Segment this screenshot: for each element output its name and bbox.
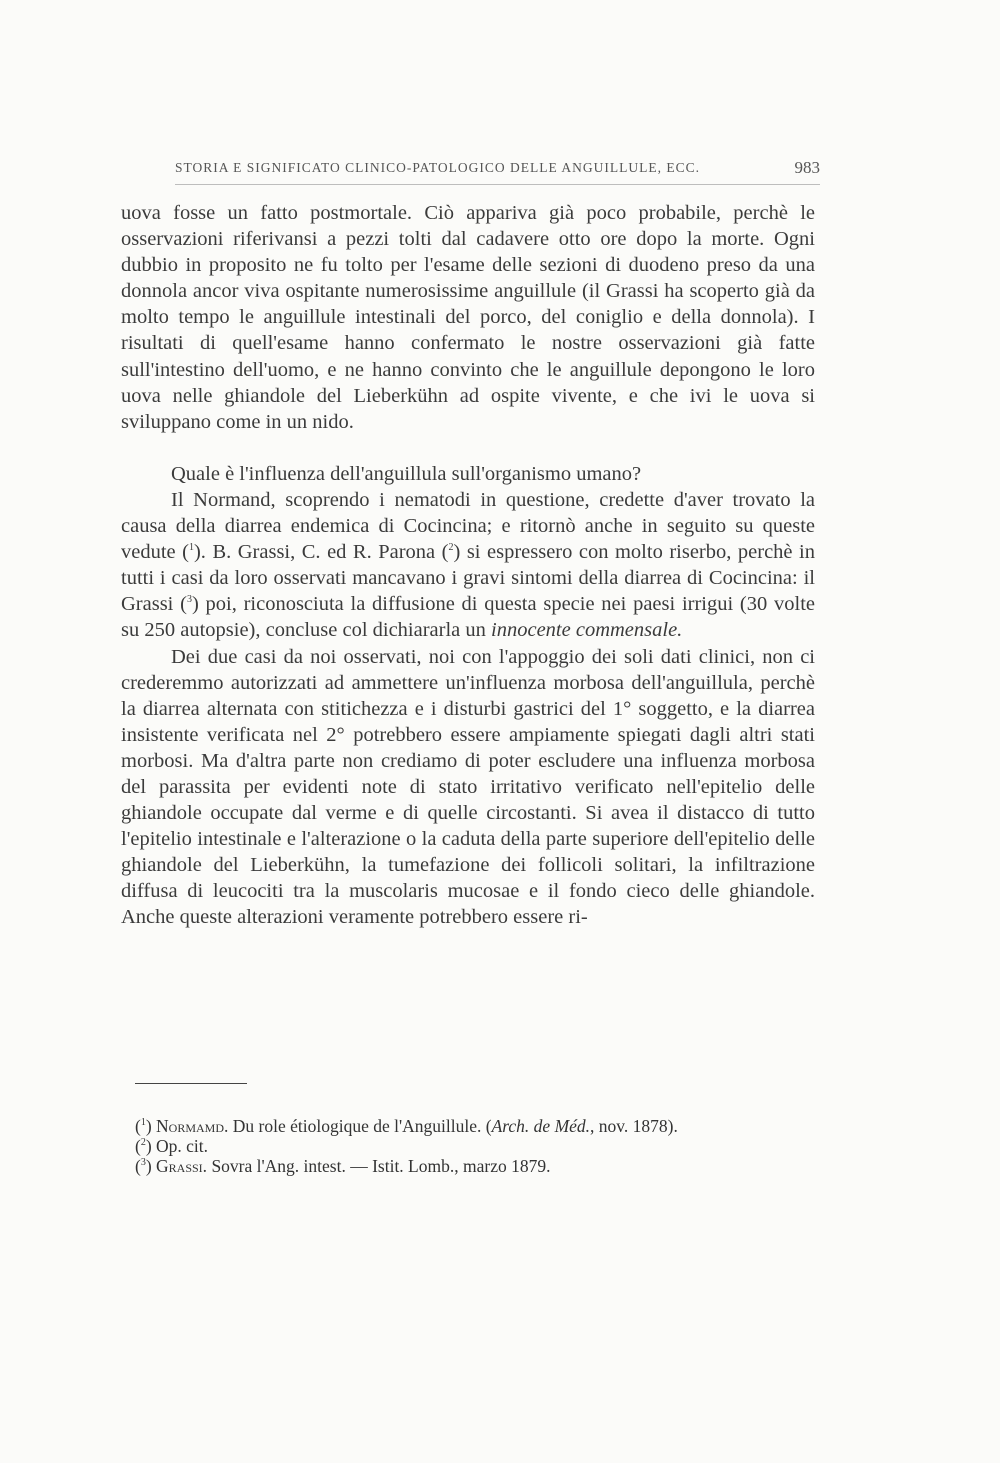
footnotes — [135, 1116, 825, 1176]
footnote-rule — [135, 1083, 247, 1084]
footnote-mark: 3 — [140, 1157, 146, 1169]
page-number: 983 — [794, 158, 820, 177]
running-head — [175, 158, 820, 180]
footnote-ref-3: 3 — [186, 594, 192, 606]
paragraph-3-text-b: ). B. Grassi, C. ed R. Parona ( — [193, 541, 449, 564]
footnote-1: ($^1$) Normamd. Du role étiologique de l'Anguillule. (Arch. de Méd., nov. 1878). — [135, 1116, 678, 1136]
paragraph-3-text-c: ) si espressero con molto riserbo, perchè in tutti i casi da loro osservati mancavano i gravi sintomi della diarrea di Cocincina: il Grassi ( — [121, 541, 815, 616]
footnote-3: ($^3$) Grassi. Sovra l'Ang. intest. — Istit. Lomb., marzo 1879. — [135, 1156, 551, 1176]
running-title: STORIA E SIGNIFICATO CLINICO-PATOLOGICO DELLE ANGUILLULE, ECC. — [175, 160, 701, 175]
body-text — [121, 200, 815, 931]
footnote-ref-2: 2 — [448, 542, 454, 554]
footnote-text: Op. cit. — [151, 1136, 209, 1156]
footnote-text: Sovra l'Ang. intest. — Istit. Lomb., marzo 1879. — [207, 1156, 551, 1176]
paragraph-1: uova fosse un fatto postmortale. Ciò appariva già poco probabile, perchè le osservazioni riferivansi a pezzi tolti dal cadavere otto ore dopo la morte. Ogni dubbio in proposito ne fu tolto per l'esame delle sezioni di duodeno preso da una donnola ancor viva ospitante numerosissime anguillule (il Grassi ha scoperto già da molto tempo le anguillule intestinali del porco, del coniglio e della donnola). I risultati di quell'esame hanno confermato le nostre osservazioni già fatte sull'intestino dell'uomo, e ne hanno convinto che le anguillule depongono le loro uova nelle ghiandole del Lieberkühn ad ospite vivente, e che ivi le uova si sviluppano come in un nido. — [121, 202, 815, 433]
footnote-mark: 1 — [140, 1117, 146, 1129]
header-rule — [175, 184, 820, 185]
footnote-tail: , nov. 1878). — [590, 1116, 678, 1136]
footnote-author: Normamd. — [156, 1116, 229, 1136]
paragraph-3-text-d: ) poi, riconosciuta la diffusione di questa specie nei paesi irrigui (30 volte su 250 autopsie), concluse col dichiararla un — [121, 593, 815, 642]
footnote-ref-1: 1 — [188, 542, 194, 554]
footnote-mark: 2 — [140, 1137, 146, 1149]
paragraph-3-text-a: Il Normand, scoprendo i nematodi in questione, credette d'aver trovato la causa della diarrea endemica di Cocincina; e ritornò anche in seguito su queste vedute ( — [121, 488, 815, 564]
paragraph-2: Quale è l'influenza dell'anguillula sull'organismo umano? — [171, 462, 642, 485]
footnote-author: Grassi. — [156, 1156, 208, 1176]
paragraph-3 — [121, 487, 815, 644]
paragraph-3-italic: innocente commensale. — [491, 619, 683, 642]
footnote-italic: Arch. de Méd. — [491, 1116, 591, 1136]
paragraph-4: Dei due casi da noi osservati, noi con l'appoggio dei soli dati clinici, non ci crederemmo autorizzati ad ammettere un'influenza morbosa dell'anguillula, perchè la diarrea alternata con stitichezza e i disturbi gastrici del 1° soggetto, e la diarrea insistente verificata nel 2° potrebbero essere ampiamente spiegati dagli altri stati morbosi. Ma d'altra parte non crediamo di poter escludere una influenza morbosa del parassita per evidenti note di stato irritativo verificato nell'epitelio delle ghiandole occupate dal verme e di quelle circostanti. Si avea il distacco di tutto l'epitelio intestinale e l'alterazione o la caduta della parte superiore dell'epitelio delle ghiandole del Lieberkühn, la tumefazione dei follicoli solitari, la infiltrazione diffusa di leucociti tra la muscolaris mucosae e il fondo cieco delle ghiandole. Anche queste alterazioni veramente potrebbero essere ri- — [121, 645, 815, 929]
footnote-2: ($^2$) Op. cit. — [135, 1136, 209, 1156]
footnote-text: Du role étiologique de l'Anguillule. ( — [228, 1116, 492, 1136]
